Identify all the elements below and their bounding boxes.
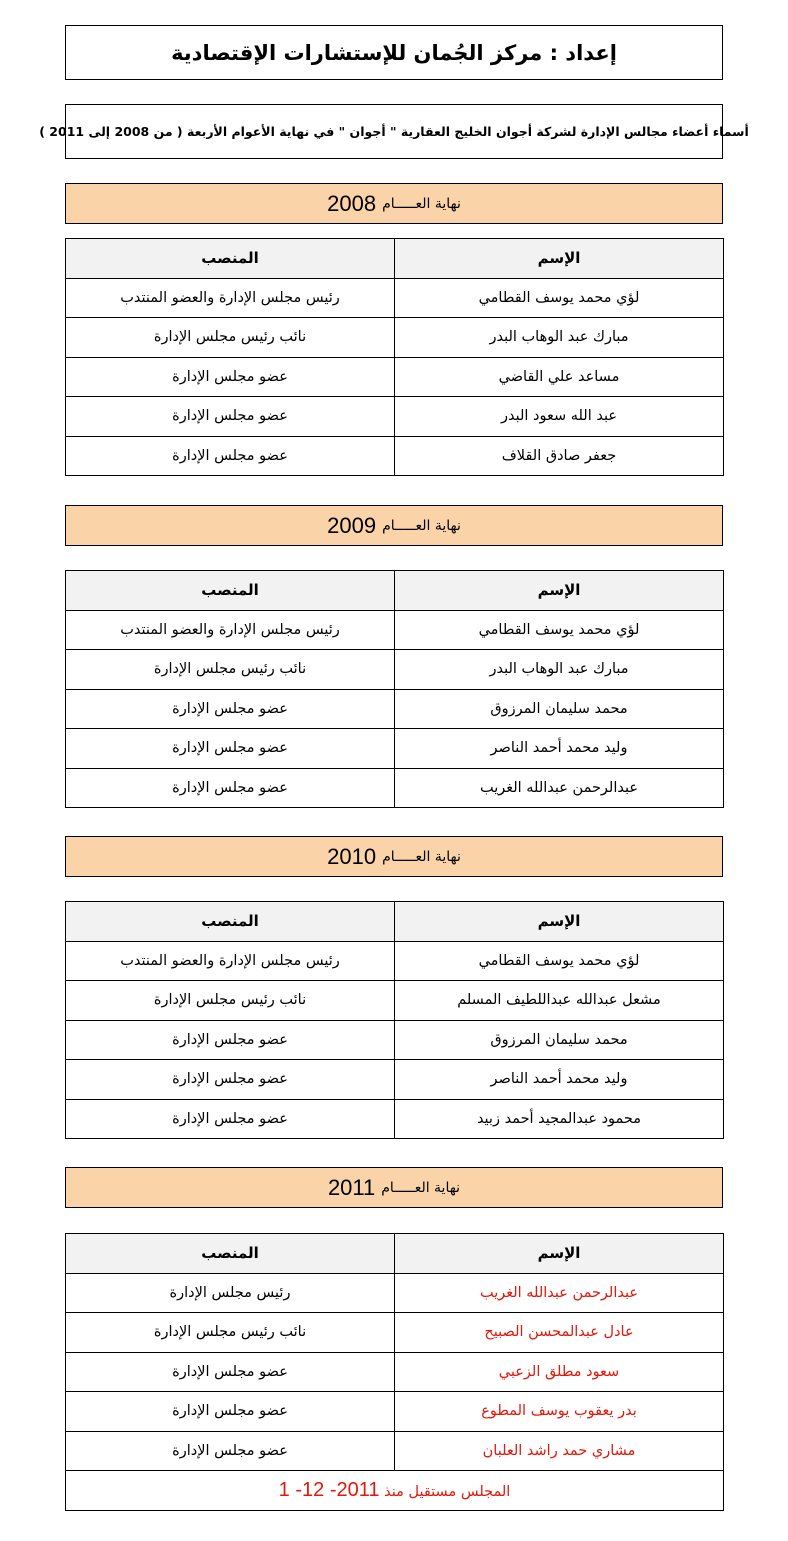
table-row bbox=[66, 689, 724, 729]
table-row bbox=[66, 1352, 724, 1392]
table-row bbox=[66, 1273, 724, 1313]
member-name: مشعل عبدالله عبداللطيف المسلم bbox=[395, 981, 724, 1021]
table-header-row bbox=[66, 571, 724, 611]
board-table-2008 bbox=[65, 238, 724, 476]
member-position: عضو مجلس الإدارة bbox=[66, 768, 395, 808]
year-number: 2011 bbox=[327, 1174, 376, 1200]
member-name: سعود مطلق الزعبي bbox=[395, 1352, 724, 1392]
member-position: عضو مجلس الإدارة bbox=[66, 1352, 395, 1392]
table-row bbox=[66, 1313, 724, 1353]
table-row bbox=[66, 436, 724, 476]
member-name: مبارك عبد الوهاب البدر bbox=[395, 650, 724, 690]
table-row bbox=[66, 1431, 724, 1471]
table-row bbox=[66, 610, 724, 650]
member-position: عضو مجلس الإدارة bbox=[66, 357, 395, 397]
member-position: رئيس مجلس الإدارة bbox=[66, 1273, 395, 1313]
member-position: نائب رئيس مجلس الإدارة bbox=[66, 318, 395, 358]
member-position: عضو مجلس الإدارة bbox=[66, 1060, 395, 1100]
column-header-position: المنصب bbox=[66, 239, 395, 279]
resignation-note-date: 1 -12 -2011 bbox=[278, 1478, 380, 1501]
member-position: عضو مجلس الإدارة bbox=[66, 1431, 395, 1471]
member-name: لؤي محمد يوسف القطامي bbox=[395, 278, 724, 318]
member-name: عادل عبدالمحسن الصبيح bbox=[395, 1313, 724, 1353]
member-name: محمود عبدالمجيد أحمد زبيد bbox=[395, 1099, 724, 1139]
resignation-note-row bbox=[66, 1471, 724, 1511]
member-position: نائب رئيس مجلس الإدارة bbox=[66, 1313, 395, 1353]
table-row bbox=[66, 981, 724, 1021]
year-number: 2008 bbox=[327, 190, 377, 216]
year-number: 2009 bbox=[327, 512, 377, 538]
member-name: جعفر صادق القلاف bbox=[395, 436, 724, 476]
member-name: عبد الله سعود البدر bbox=[395, 397, 724, 437]
table-header-row bbox=[66, 1234, 724, 1274]
resignation-note-text: المجلس مستقيل منذ bbox=[384, 1483, 511, 1500]
member-position: عضو مجلس الإدارة bbox=[66, 397, 395, 437]
member-position: رئيس مجلس الإدارة والعضو المنتدب bbox=[66, 278, 395, 318]
year-bar-2011 bbox=[65, 1167, 723, 1208]
member-position: عضو مجلس الإدارة bbox=[66, 729, 395, 769]
column-header-position: المنصب bbox=[66, 571, 395, 611]
year-label: نهاية العـــــام bbox=[381, 1179, 461, 1196]
member-position: عضو مجلس الإدارة bbox=[66, 1099, 395, 1139]
member-name: لؤي محمد يوسف القطامي bbox=[395, 941, 724, 981]
member-position: نائب رئيس مجلس الإدارة bbox=[66, 650, 395, 690]
member-position: عضو مجلس الإدارة bbox=[66, 1020, 395, 1060]
column-header-name: الإسم bbox=[395, 571, 724, 611]
table-row bbox=[66, 397, 724, 437]
member-position: رئيس مجلس الإدارة والعضو المنتدب bbox=[66, 610, 395, 650]
member-name: مساعد علي القاضي bbox=[395, 357, 724, 397]
table-row bbox=[66, 1020, 724, 1060]
table-row bbox=[66, 650, 724, 690]
member-name: مبارك عبد الوهاب البدر bbox=[395, 318, 724, 358]
member-position: رئيس مجلس الإدارة والعضو المنتدب bbox=[66, 941, 395, 981]
table-row bbox=[66, 768, 724, 808]
page-subtitle: أسماء أعضاء مجالس الإدارة لشركة أجوان الخليج العقارية " أجوان " في نهاية الأعوام الأربعة ( من 2008 إلى 2011 ) bbox=[65, 104, 723, 159]
year-number: 2010 bbox=[327, 843, 377, 869]
year-label: نهاية العـــــام bbox=[382, 848, 461, 865]
year-bar-2008 bbox=[65, 183, 723, 224]
table-row bbox=[66, 1392, 724, 1432]
year-label: نهاية العـــــام bbox=[382, 195, 461, 212]
column-header-name: الإسم bbox=[395, 902, 724, 942]
member-name: وليد محمد أحمد الناصر bbox=[395, 1060, 724, 1100]
column-header-position: المنصب bbox=[66, 1234, 395, 1274]
member-position: نائب رئيس مجلس الإدارة bbox=[66, 981, 395, 1021]
member-name: عبدالرحمن عبدالله الغريب bbox=[395, 1273, 724, 1313]
column-header-position: المنصب bbox=[66, 902, 395, 942]
year-label: نهاية العـــــام bbox=[382, 517, 461, 534]
member-name: عبدالرحمن عبدالله الغريب bbox=[395, 768, 724, 808]
member-position: عضو مجلس الإدارة bbox=[66, 436, 395, 476]
member-name: محمد سليمان المرزوق bbox=[395, 689, 724, 729]
year-bar-2010 bbox=[65, 836, 723, 877]
member-position: عضو مجلس الإدارة bbox=[66, 689, 395, 729]
member-name: بدر يعقوب يوسف المطوع bbox=[395, 1392, 724, 1432]
table-row bbox=[66, 357, 724, 397]
table-row bbox=[66, 318, 724, 358]
member-name: مشاري حمد راشد العلبان bbox=[395, 1431, 724, 1471]
table-header-row bbox=[66, 239, 724, 279]
board-table-2010 bbox=[65, 901, 724, 1139]
table-row bbox=[66, 729, 724, 769]
board-table-2009 bbox=[65, 570, 724, 808]
member-name: لؤي محمد يوسف القطامي bbox=[395, 610, 724, 650]
column-header-name: الإسم bbox=[395, 239, 724, 279]
column-header-name: الإسم bbox=[395, 1234, 724, 1274]
resignation-note bbox=[66, 1471, 724, 1511]
page-title: إعداد : مركز الجُمان للإستشارات الإقتصادية bbox=[65, 25, 723, 80]
member-name: وليد محمد أحمد الناصر bbox=[395, 729, 724, 769]
table-row bbox=[66, 1099, 724, 1139]
table-row bbox=[66, 941, 724, 981]
table-row bbox=[66, 278, 724, 318]
year-bar-2009 bbox=[65, 505, 723, 546]
member-name: محمد سليمان المرزوق bbox=[395, 1020, 724, 1060]
table-header-row bbox=[66, 902, 724, 942]
member-position: عضو مجلس الإدارة bbox=[66, 1392, 395, 1432]
table-row bbox=[66, 1060, 724, 1100]
board-table-2011 bbox=[65, 1233, 724, 1511]
